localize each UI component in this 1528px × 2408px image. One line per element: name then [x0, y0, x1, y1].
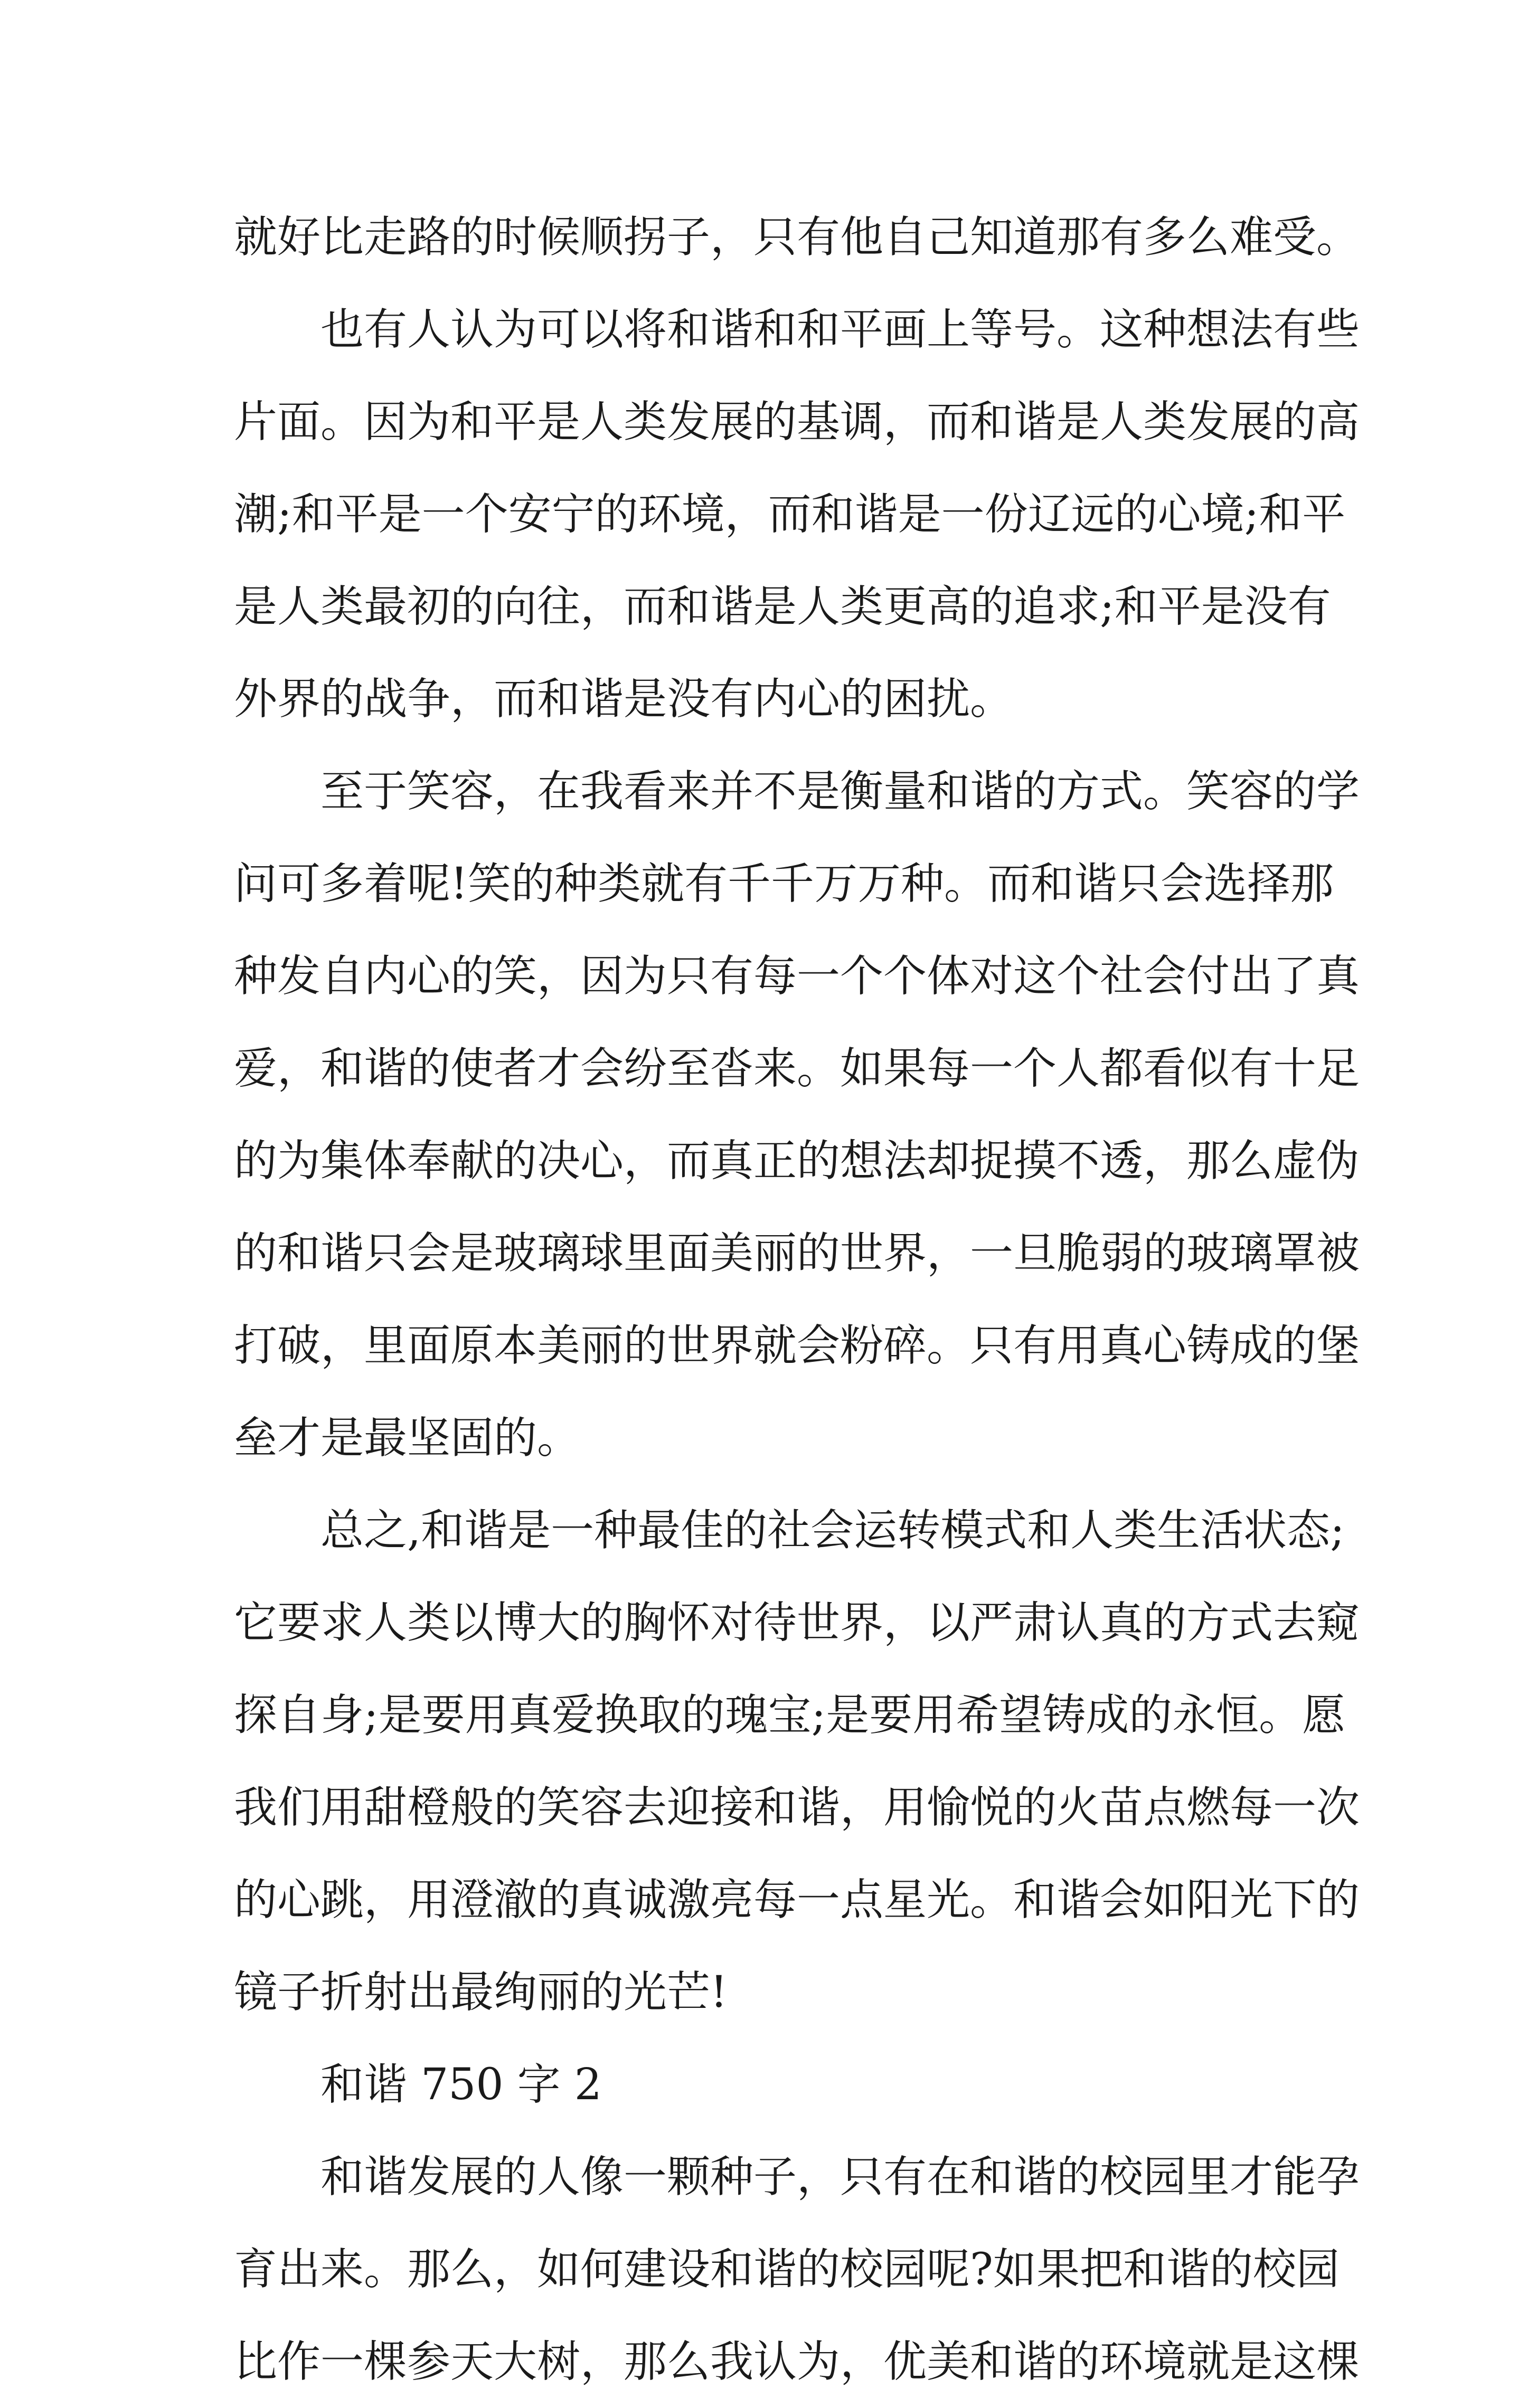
text-line-19: 的心跳，用澄澈的真诚激亮每一点星光。和谐会如阳光下的 [234, 1875, 1360, 1925]
paragraph-start-line-7: 至于笑容，在我看来并不是衡量和谐的方式。笑容的学 [320, 766, 1360, 817]
text-line-6: 外界的战争，而和谐是没有内心的困扰。 [234, 674, 1014, 724]
document-body [234, 191, 1360, 2408]
text-line-17: 探自身;是要用真爱换取的瑰宝;是要用希望铸成的永恒。愿 [234, 1690, 1346, 1740]
text-line-14: 垒才是最坚固的。 [234, 1413, 581, 1463]
text-line-1: 就好比走路的时候顺拐子，只有他自己知道那有多么难受。 [234, 212, 1360, 262]
text-line-5: 是人类最初的向往，而和谐是人类更高的追求;和平是没有 [234, 582, 1331, 632]
text-line-18: 我们用甜橙般的笑容去迎接和谐，用愉悦的火苗点燃每一次 [234, 1783, 1360, 1833]
text-line-4: 潮;和平是一个安宁的环境，而和谐是一份辽远的心境;和平 [234, 489, 1346, 539]
text-line-16: 它要求人类以博大的胸怀对待世界，以严肃认真的方式去窥 [234, 1598, 1360, 1648]
paragraph-start-line-22: 和谐发展的人像一颗种子，只有在和谐的校园里才能孕 [320, 2152, 1360, 2202]
text-line-3: 片面。因为和平是人类发展的基调，而和谐是人类发展的高 [234, 397, 1360, 447]
text-line-24: 比作一棵参天大树，那么我认为，优美和谐的环境就是这棵 [234, 2337, 1360, 2387]
text-line-8: 问可多着呢!笑的种类就有千千万万种。而和谐只会选择那 [234, 859, 1334, 909]
text-line-10: 爱，和谐的使者才会纷至沓来。如果每一个人都看似有十足 [234, 1044, 1360, 1094]
paragraph-start-line-2: 也有人认为可以将和谐和和平画上等号。这种想法有些 [320, 305, 1360, 355]
text-line-12: 的和谐只会是玻璃球里面美丽的世界，一旦脆弱的玻璃罩被 [234, 1228, 1360, 1278]
text-line-9: 种发自内心的笑，因为只有每一个个体对这个社会付出了真 [234, 951, 1360, 1001]
text-line-11: 的为集体奉献的决心，而真正的想法却捉摸不透，那么虚伪 [234, 1136, 1360, 1186]
section-heading: 和谐 750 字 2 [320, 2060, 602, 2110]
text-line-20: 镜子折射出最绚丽的光芒! [234, 1967, 728, 2017]
text-line-13: 打破，里面原本美丽的世界就会粉碎。只有用真心铸成的堡 [234, 1321, 1360, 1371]
paragraph-start-line-15: 总之,和谐是一种最佳的社会运转模式和人类生活状态; [320, 1505, 1345, 1556]
text-line-23: 育出来。那么，如何建设和谐的校园呢?如果把和谐的校园 [234, 2244, 1340, 2295]
